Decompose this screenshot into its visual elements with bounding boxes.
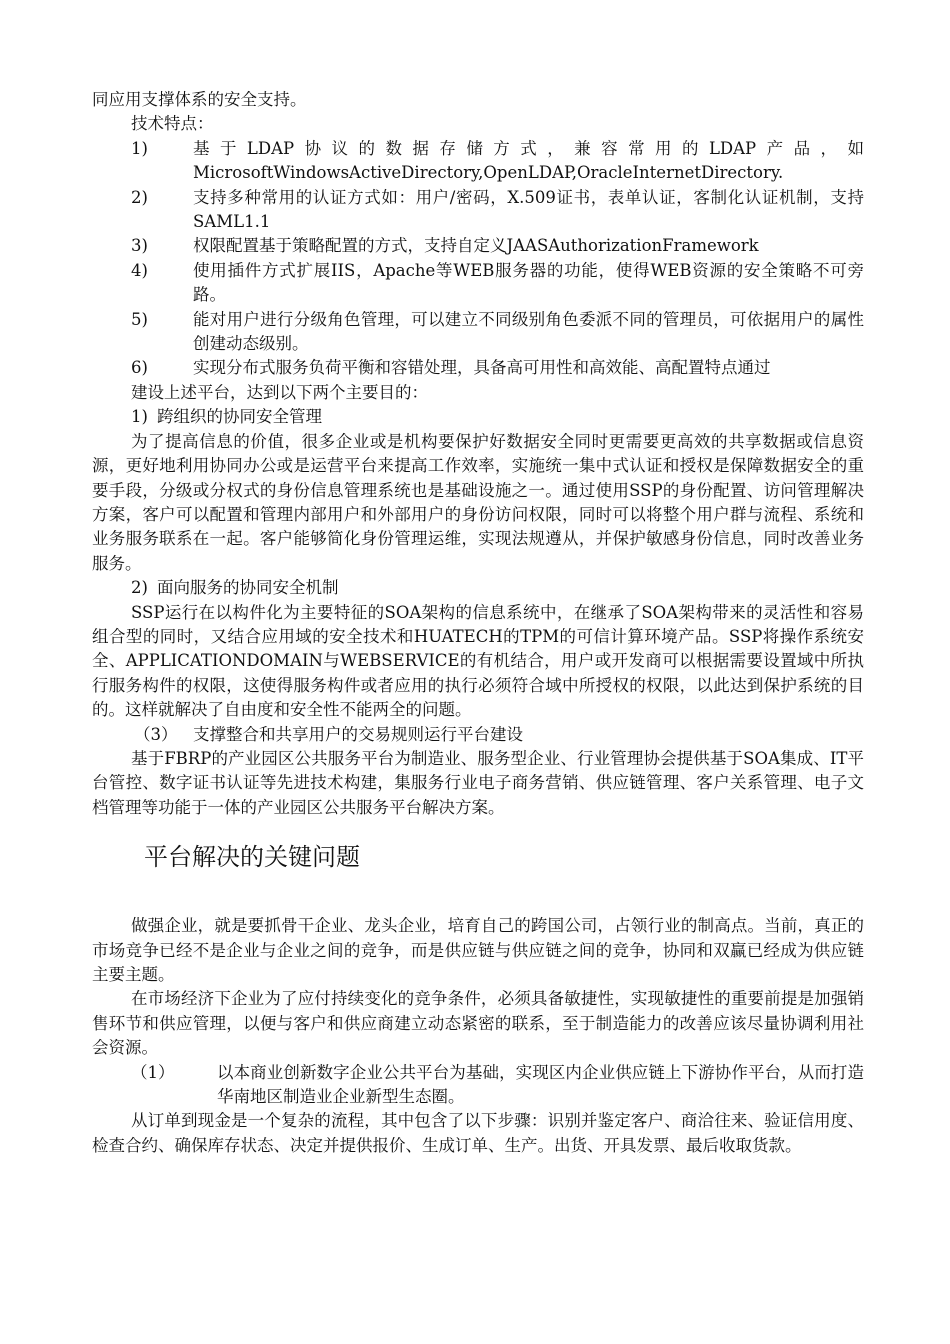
goal-1-heading — [92, 405, 864, 429]
feature-text: 权限配置基于策略配置的方式，支持自定义JAASAuthorizationFramework — [193, 236, 759, 256]
section-title: 平台解决的关键问题 — [144, 843, 360, 872]
feature-number: 1) — [131, 138, 148, 158]
section-paragraph-3: 从订单到现金是一个复杂的流程，其中包含了以下步骤：识别并鉴定客户、商洽往来、验证信用度、检查合约、确保库存状态、决定并提供报价、生成订单、生产。出货、开具发票、最后收取货款。 — [92, 1111, 864, 1155]
item-3-heading — [92, 723, 864, 747]
goal-1-number: 1) — [131, 407, 148, 427]
item-3-body: 基于FBRP的产业园区公共服务平台为制造业、服务型企业、行业管理协会提供基于SOA集成、IT平台管控、数字证书认证等先进技术构建，集服务行业电子商务营销、供应链管理、客户关系管理、电子文档管理等功能于一体的产业园区公共服务平台解决方案。 — [92, 748, 864, 817]
feature-item — [92, 186, 864, 235]
feature-item — [92, 356, 864, 380]
feature-item — [92, 308, 864, 357]
section-paragraph-2: 在市场经济下企业为了应付持续变化的竞争条件，必须具备敏捷性，实现敏捷性的重要前提是加强销售环节和供应管理，以便与客户和供应商建立动态紧密的联系，至于制造能力的改善应该尽量协调利用社会资源。 — [92, 989, 864, 1058]
document-page — [92, 88, 864, 1158]
feature-text: 能对用户进行分级角色管理，可以建立不同级别角色委派不同的管理员，可依据用户的属性创建动态级别。 — [193, 309, 864, 354]
section-item-1-number: （1） — [131, 1062, 175, 1082]
item-3-title: 支撑整合和共享用户的交易规则运行平台建设 — [193, 724, 523, 744]
feature-text: 实现分布式服务负荷平衡和容错处理，具备高可用性和高效能、高配置特点通过 — [193, 358, 771, 378]
feature-item — [92, 137, 864, 186]
feature-text: 基于LDAP协议的数据存储方式，兼容常用的LDAP产品，如MicrosoftWindowsActiveDirectory,OpenLDAP,OracleInternetDirectory. — [193, 138, 864, 183]
intro-tail: 同应用支撑体系的安全支持。 — [92, 90, 307, 109]
feature-number: 4) — [131, 260, 148, 280]
features-heading: 技术特点： — [131, 114, 214, 134]
feature-number: 3) — [131, 236, 148, 256]
section-item-1-text: 以本商业创新数字企业公共平台为基础，实现区内企业供应链上下游协作平台，从而打造华南地区制造业企业新型生态圈。 — [217, 1062, 864, 1107]
item-3-number: （3） — [134, 724, 178, 744]
goals-intro: 建设上述平台，达到以下两个主要目的： — [131, 382, 428, 402]
feature-number: 5) — [131, 309, 148, 329]
goal-2-heading — [92, 576, 864, 600]
feature-text: 使用插件方式扩展IIS，Apache等WEB服务器的功能，使得WEB资源的安全策略不可旁路。 — [193, 260, 864, 305]
goal-1-body: 为了提高信息的价值，很多企业或是机构要保护好数据安全同时更需要更高效的共享数据或信息资源，更好地利用协同办公或是运营平台来提高工作效率，实施统一集中式认证和授权是保障数据安全的重要手段，分级或分权式的身份信息管理系统也是基础设施之一。通过使用SSP的身份配置、访问管理解决方案，客户可以配置和管理内部用户和外部用户的身份访问权限，同时可以将整个用户群与流程、系统和业务服务联系在一起。客户能够简化身份管理运维，实现法规遵从，并保护敏感身份信息，同时改善业务服务。 — [92, 431, 864, 573]
goal-2-body: SSP运行在以构件化为主要特征的SOA架构的信息系统中，在继承了SOA架构带来的灵活性和容易组合型的同时，又结合应用域的安全技术和HUATECH的TPM的可信计算环境产品。SSP将操作系统安全、APPLICATIONDOMAIN与WEBSERVICE的有机结合，用户或开发商可以根据需要设置域中所执行服务构件的权限，这使得服务构件或者应用的执行必须符合域中所授权的权限，以此达到保护系统的目的。这样就解决了自由度和安全性不能两全的问题。 — [92, 602, 864, 720]
section-paragraph-1: 做强企业，就是要抓骨干企业、龙头企业，培育自己的跨国公司，占领行业的制高点。当前，真正的市场竞争已经不是企业与企业之间的竞争，而是供应链与供应链之间的竞争，协同和双赢已经成为供应链主要主题。 — [92, 916, 864, 984]
goal-2-title: 面向服务的协同安全机制 — [157, 578, 339, 598]
goal-1-title: 跨组织的协同安全管理 — [157, 407, 322, 427]
goal-2-number: 2) — [131, 578, 148, 598]
feature-text: 支持多种常用的认证方式如：用户/密码，X.509证书，表单认证，客制化认证机制，支持SAML1.1 — [193, 187, 864, 232]
section-item-1 — [92, 1061, 864, 1110]
feature-number: 2) — [131, 187, 148, 207]
feature-number: 6) — [131, 358, 148, 378]
feature-item — [92, 234, 864, 258]
feature-item — [92, 259, 864, 308]
